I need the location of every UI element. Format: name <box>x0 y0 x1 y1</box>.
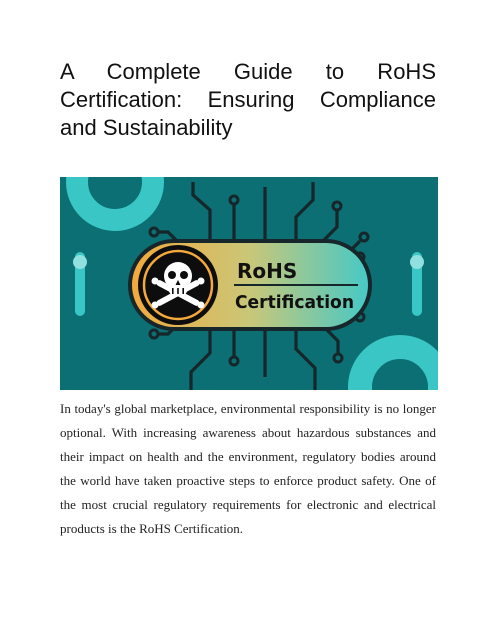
rohs-badge <box>128 239 372 331</box>
page-title: A Complete Guide to RoHS Certification: Ensuring Compliance and Sustainability <box>60 59 436 140</box>
hero-image <box>60 177 438 390</box>
rohs-illustration <box>60 177 438 390</box>
badge-subtitle: Certification <box>235 292 354 313</box>
badge-title: RoHS <box>237 259 298 283</box>
intro-paragraph: In today's global marketplace, environmental responsibility is no longer optional. With increasing awareness about hazardous substances and their impact on health and the environment, regulatory bodies around the world have taken proactive steps to enforce product safety. One of the most crucial regulatory requirements for electronic and electrical products is the RoHS Certification. <box>60 401 436 536</box>
